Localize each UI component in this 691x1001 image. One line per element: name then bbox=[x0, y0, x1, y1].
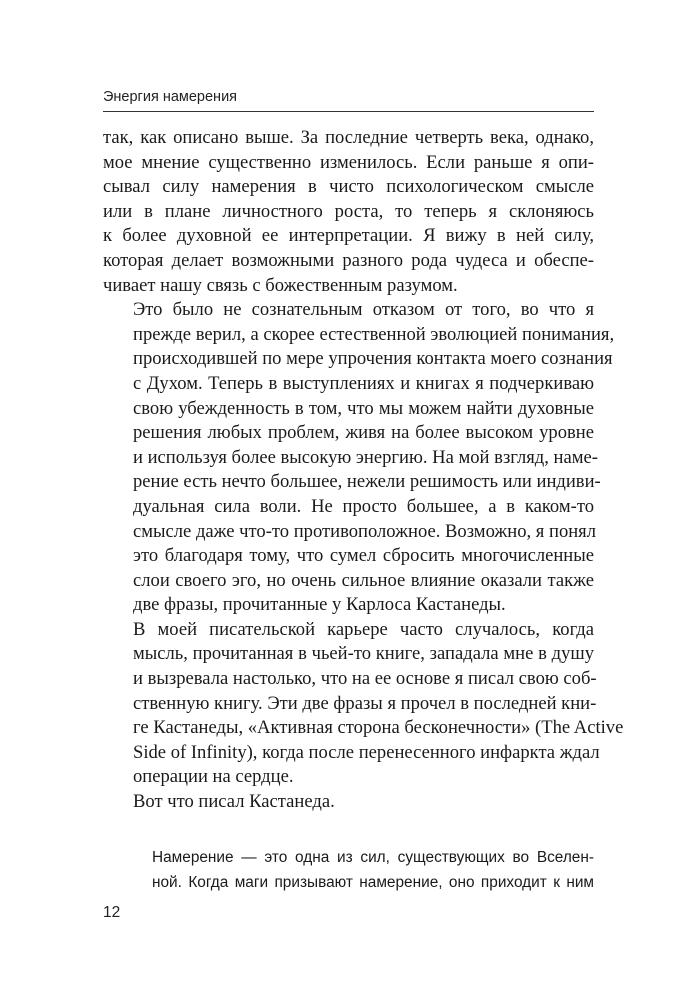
text-line: Вот что писал Кастанеда. bbox=[133, 791, 335, 813]
text-line: это благодаря тому, что сумел сбросить многочисленные bbox=[133, 545, 594, 567]
paragraph-2 bbox=[103, 298, 615, 618]
text-line: свою убежденность в том, что мы можем найти духовные bbox=[133, 397, 594, 419]
paragraph-3 bbox=[103, 618, 624, 790]
text-line: рение есть нечто большее, нежели решимость или индиви- bbox=[133, 471, 601, 493]
text-line: прежде верил, а скорее естественной эволюцией понимания, bbox=[133, 323, 615, 345]
text-line: ге Кастанеды, «Активная сторона бесконечности» (The Active bbox=[133, 717, 624, 739]
text-line: к более духовной ее интерпретации. Я вижу в ней силу, bbox=[103, 225, 594, 247]
text-line: дуальная сила воли. Не просто большее, а в каком-то bbox=[133, 495, 594, 517]
header-rule bbox=[103, 111, 594, 112]
text-line: с Духом. Теперь в выступлениях и книгах я подчеркиваю bbox=[133, 372, 594, 394]
text-line: которая делает возможными разного рода чудеса и обеспе- bbox=[103, 249, 594, 271]
body-text bbox=[103, 126, 624, 815]
text-line: две фразы, прочитанные у Карлоса Кастанеды. bbox=[133, 594, 506, 616]
quote-line: Намерение — это одна из сил, существующих во Вселен- bbox=[152, 849, 594, 866]
text-line: операции на сердце. bbox=[133, 766, 294, 788]
text-line: слои своего эго, но очень сильное влияние оказали также bbox=[133, 569, 594, 591]
text-line: и вызревала настолько, что на ее основе я писал свою соб- bbox=[133, 668, 597, 690]
text-line: так, как описано выше. За последние четверть века, однако, bbox=[103, 127, 594, 148]
text-line: В моей писательской карьере часто случалось, когда bbox=[133, 618, 594, 640]
quote-line: ной. Когда маги призывают намерение, оно приходит к ним bbox=[152, 873, 594, 891]
paragraph-1 bbox=[103, 126, 594, 298]
text-line: мое мнение существенно изменилось. Если раньше я опи- bbox=[103, 151, 594, 173]
quotation-block bbox=[152, 846, 594, 895]
text-line: мысль, прочитанная в чьей-то книге, западала мне в душу bbox=[133, 643, 594, 665]
text-line: и используя более высокую энергию. На мой взгляд, наме- bbox=[133, 446, 598, 468]
text-line: Side of Infinity), когда после перенесенного инфаркта ждал bbox=[133, 741, 600, 763]
page-number: 12 bbox=[103, 904, 121, 921]
text-line: решения любых проблем, живя на более высоком уровне bbox=[133, 422, 594, 444]
paragraph-4 bbox=[103, 790, 594, 815]
text-line: ственную книгу. Эти две фразы я прочел в последней кни- bbox=[133, 692, 597, 714]
text-line: происходившей по мере упрочения контакта моего сознания bbox=[133, 348, 613, 370]
text-line: чивает нашу связь с божественным разумом. bbox=[103, 274, 458, 296]
text-line: сывал силу намерения в чисто психологическом смысле bbox=[103, 176, 594, 198]
text-line: или в плане личностного роста, то теперь я склоняюсь bbox=[103, 200, 594, 222]
text-line: смысле даже что-то противоположное. Возможно, я понял bbox=[133, 520, 597, 542]
running-header: Энергия намерения bbox=[103, 89, 238, 105]
text-line: Это было не сознательным отказом от того, во что я bbox=[133, 299, 594, 321]
